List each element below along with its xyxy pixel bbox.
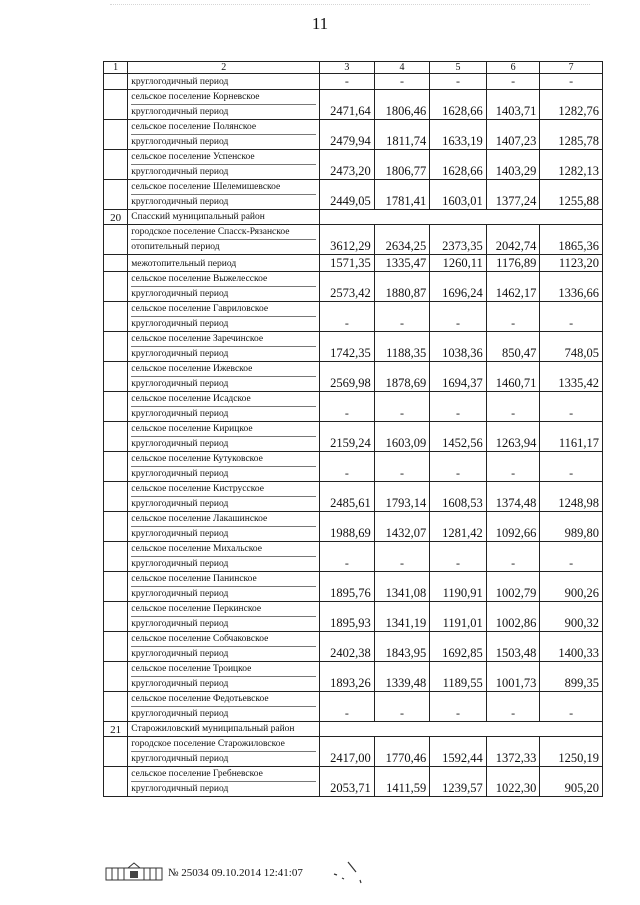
table-row xyxy=(104,722,603,737)
document-registration-mark: № 25034 09.10.2014 12:41:07 xyxy=(168,867,303,879)
value-cell: 1608,53 xyxy=(430,482,487,512)
table-row xyxy=(104,482,603,512)
value-cell: 1335,42 xyxy=(540,362,603,392)
period-label: круглогодичный период xyxy=(131,406,316,421)
period-label: круглогодичный период xyxy=(131,466,316,481)
value-cell: 1571,35 xyxy=(320,255,375,272)
value-cell: 1806,46 xyxy=(374,90,430,120)
value-cell: 1282,13 xyxy=(540,150,603,180)
value-cell: 1341,19 xyxy=(374,602,430,632)
table-row xyxy=(104,74,603,90)
value-cell: 1002,86 xyxy=(486,602,540,632)
value-cell: 1781,41 xyxy=(374,180,430,210)
table-row xyxy=(104,542,603,572)
settlement-name: сельское поселение Кирицкое xyxy=(131,424,253,434)
row-number-cell xyxy=(104,180,128,210)
period-label: круглогодичный период xyxy=(131,526,316,541)
value-cell: 1878,69 xyxy=(374,362,430,392)
value-cell: 1895,93 xyxy=(320,602,375,632)
table-row xyxy=(104,332,603,362)
row-name-cell xyxy=(128,737,320,767)
value-cell: 1633,19 xyxy=(430,120,487,150)
value-cell: 1263,94 xyxy=(486,422,540,452)
table-row xyxy=(104,422,603,452)
row-number-cell xyxy=(104,74,128,90)
row-number-cell xyxy=(104,632,128,662)
value-cell: 2485,61 xyxy=(320,482,375,512)
value-cell: 2159,24 xyxy=(320,422,375,452)
value-cell: - xyxy=(540,692,603,722)
value-cell: - xyxy=(540,392,603,422)
settlement-name: сельское поселение Панинское xyxy=(131,574,257,584)
value-cell: 1282,76 xyxy=(540,90,603,120)
settlement-name: сельское поселение Лакашинское xyxy=(131,514,268,524)
value-cell: 1843,95 xyxy=(374,632,430,662)
value-cell: 1407,23 xyxy=(486,120,540,150)
period-label: круглогодичный период xyxy=(131,194,316,209)
value-cell: - xyxy=(374,302,430,332)
period-label: круглогодичный период xyxy=(131,676,316,691)
row-name-cell xyxy=(128,120,320,150)
value-cell: 2471,64 xyxy=(320,90,375,120)
row-name-cell xyxy=(128,422,320,452)
value-cell: 1188,35 xyxy=(374,332,430,362)
value-cell: 1190,91 xyxy=(430,572,487,602)
row-name-cell xyxy=(128,722,320,737)
value-cell: 850,47 xyxy=(486,332,540,362)
value-cell: 1239,57 xyxy=(430,767,487,797)
row-name-cell xyxy=(128,302,320,332)
settlement-name: сельское поселение Перкинское xyxy=(131,604,262,614)
row-name-cell xyxy=(128,225,320,255)
value-cell: 1092,66 xyxy=(486,512,540,542)
table-row xyxy=(104,572,603,602)
row-number-cell xyxy=(104,332,128,362)
settlement-name: сельское поселение Кутуковское xyxy=(131,454,263,464)
row-name-cell xyxy=(128,692,320,722)
table-row xyxy=(104,512,603,542)
value-cell: 1250,19 xyxy=(540,737,603,767)
row-name-cell xyxy=(128,632,320,662)
row-name-cell xyxy=(128,180,320,210)
value-cell: 1335,47 xyxy=(374,255,430,272)
value-cell: 1038,36 xyxy=(430,332,487,362)
row-number-cell xyxy=(104,662,128,692)
table-row xyxy=(104,392,603,422)
settlement-name: сельское поселение Собчаковское xyxy=(131,634,269,644)
period-label: круглогодичный период xyxy=(131,376,316,391)
settlement-name: сельское поселение Исадское xyxy=(131,394,251,404)
period-label: круглогодичный период xyxy=(131,751,316,766)
row-number-cell xyxy=(104,482,128,512)
value-cell: - xyxy=(430,392,487,422)
row-number-cell xyxy=(104,272,128,302)
value-cell: - xyxy=(374,392,430,422)
value-cell: 748,05 xyxy=(540,332,603,362)
period-label: межотопительный период xyxy=(131,259,237,269)
value-cell: 1377,24 xyxy=(486,180,540,210)
row-number-cell xyxy=(104,255,128,272)
value-cell: 1191,01 xyxy=(430,602,487,632)
value-cell: 1692,85 xyxy=(430,632,487,662)
period-label: круглогодичный период xyxy=(131,586,316,601)
value-cell: 1696,24 xyxy=(430,272,487,302)
value-cell: 1603,01 xyxy=(430,180,487,210)
table-row xyxy=(104,302,603,332)
row-number-cell xyxy=(104,572,128,602)
value-cell: 1462,17 xyxy=(486,272,540,302)
value-cell: - xyxy=(540,452,603,482)
value-cell: 1452,56 xyxy=(430,422,487,452)
value-cell: 1811,74 xyxy=(374,120,430,150)
value-cell: - xyxy=(486,302,540,332)
value-cell: 2053,71 xyxy=(320,767,375,797)
table-row xyxy=(104,737,603,767)
table-row xyxy=(104,180,603,210)
row-number-cell xyxy=(104,452,128,482)
settlement-name: Спасский муниципальный район xyxy=(131,212,265,222)
row-name-cell xyxy=(128,272,320,302)
value-cell: - xyxy=(486,692,540,722)
value-cell: 1341,08 xyxy=(374,572,430,602)
table-row xyxy=(104,362,603,392)
value-cell: 1002,79 xyxy=(486,572,540,602)
value-cell: 1411,59 xyxy=(374,767,430,797)
period-label: отопительный период xyxy=(131,239,316,254)
value-cell: - xyxy=(430,452,487,482)
row-number-cell xyxy=(104,302,128,332)
value-cell: - xyxy=(430,74,487,90)
value-cell: 1022,30 xyxy=(486,767,540,797)
value-cell: 900,26 xyxy=(540,572,603,602)
value-cell: - xyxy=(320,542,375,572)
value-cell: 1628,66 xyxy=(430,150,487,180)
value-cell: 1403,29 xyxy=(486,150,540,180)
period-label: круглогодичный период xyxy=(131,781,316,796)
value-cell: 1248,98 xyxy=(540,482,603,512)
value-cell: 2473,20 xyxy=(320,150,375,180)
value-cell: 1260,11 xyxy=(430,255,487,272)
settlement-name: городское поселение Спасск-Рязанское xyxy=(131,227,290,237)
value-cell: 1628,66 xyxy=(430,90,487,120)
value-cell: - xyxy=(320,302,375,332)
value-cell: 1503,48 xyxy=(486,632,540,662)
table-row xyxy=(104,150,603,180)
value-cell: - xyxy=(430,542,487,572)
value-cell: - xyxy=(430,692,487,722)
value-cell: 2449,05 xyxy=(320,180,375,210)
row-number-cell: 20 xyxy=(104,210,128,225)
value-cell: 1895,76 xyxy=(320,572,375,602)
period-label: круглогодичный период xyxy=(131,77,229,87)
value-cell: 1336,66 xyxy=(540,272,603,302)
value-cell: - xyxy=(374,542,430,572)
table-row xyxy=(104,602,603,632)
settlement-name: сельское поселение Федотьевское xyxy=(131,694,269,704)
value-cell: 905,20 xyxy=(540,767,603,797)
header-cell: 1 xyxy=(104,62,128,74)
value-cell: 1400,33 xyxy=(540,632,603,662)
table-row xyxy=(104,210,603,225)
row-number-cell xyxy=(104,120,128,150)
settlement-name: сельское поселение Выжелесское xyxy=(131,274,268,284)
value-cell: 1893,26 xyxy=(320,662,375,692)
value-cell: 2402,38 xyxy=(320,632,375,662)
value-cell: 1592,44 xyxy=(430,737,487,767)
value-cell: 899,35 xyxy=(540,662,603,692)
value-cell: 3612,29 xyxy=(320,225,375,255)
value-cell: 1880,87 xyxy=(374,272,430,302)
value-cell: - xyxy=(486,392,540,422)
value-cell: - xyxy=(320,692,375,722)
settlement-name: сельское поселение Шелемишевское xyxy=(131,182,281,192)
settlement-name: сельское поселение Михальское xyxy=(131,544,262,554)
table-row xyxy=(104,90,603,120)
table-row xyxy=(104,225,603,255)
row-name-cell xyxy=(128,482,320,512)
value-cell: - xyxy=(320,452,375,482)
row-number-cell xyxy=(104,737,128,767)
value-cell: - xyxy=(486,74,540,90)
settlement-name: сельское поселение Гавриловское xyxy=(131,304,269,314)
value-cell: 1339,48 xyxy=(374,662,430,692)
row-number-cell xyxy=(104,362,128,392)
period-label: круглогодичный период xyxy=(131,164,316,179)
row-number-cell xyxy=(104,602,128,632)
settlement-name: сельское поселение Заречинское xyxy=(131,334,264,344)
period-label: круглогодичный период xyxy=(131,134,316,149)
value-cell: 2479,94 xyxy=(320,120,375,150)
period-label: круглогодичный период xyxy=(131,496,316,511)
period-label: круглогодичный период xyxy=(131,706,316,721)
row-name-cell xyxy=(128,572,320,602)
table-row xyxy=(104,272,603,302)
value-cell: - xyxy=(374,692,430,722)
value-cell: - xyxy=(486,452,540,482)
settlement-name: сельское поселение Троицкое xyxy=(131,664,252,674)
value-cell: - xyxy=(430,302,487,332)
settlement-name: сельское поселение Ижевское xyxy=(131,364,253,374)
value-cell: 2417,00 xyxy=(320,737,375,767)
value-cell: 1988,69 xyxy=(320,512,375,542)
settlement-name: городское поселение Старожиловское xyxy=(131,739,285,749)
empty-span-cell xyxy=(320,210,603,225)
value-cell: - xyxy=(540,74,603,90)
handwritten-marks xyxy=(330,860,390,886)
row-name-cell xyxy=(128,74,320,90)
value-cell: 1742,35 xyxy=(320,332,375,362)
table-row xyxy=(104,255,603,272)
scan-noise xyxy=(110,4,590,7)
header-cell: 7 xyxy=(540,62,603,74)
row-number-cell xyxy=(104,422,128,452)
table-row xyxy=(104,120,603,150)
registry-logo-icon xyxy=(104,862,164,884)
row-number-cell xyxy=(104,150,128,180)
header-cell: 6 xyxy=(486,62,540,74)
period-label: круглогодичный период xyxy=(131,616,316,631)
value-cell: 1770,46 xyxy=(374,737,430,767)
value-cell: 1372,33 xyxy=(486,737,540,767)
row-name-cell xyxy=(128,90,320,120)
value-cell: - xyxy=(320,74,375,90)
settlement-name: сельское поселение Корневское xyxy=(131,92,260,102)
row-name-cell xyxy=(128,767,320,797)
value-cell: - xyxy=(374,452,430,482)
value-cell: 1460,71 xyxy=(486,362,540,392)
row-name-cell xyxy=(128,255,320,272)
value-cell: - xyxy=(486,542,540,572)
period-label: круглогодичный период xyxy=(131,316,316,331)
value-cell: - xyxy=(320,392,375,422)
value-cell: 2373,35 xyxy=(430,225,487,255)
value-cell: 2634,25 xyxy=(374,225,430,255)
document-footer xyxy=(104,862,303,884)
settlement-name: Старожиловский муниципальный район xyxy=(131,724,295,734)
tariff-table xyxy=(103,61,603,797)
row-name-cell xyxy=(128,542,320,572)
settlement-name: сельское поселение Гребневское xyxy=(131,769,263,779)
row-name-cell xyxy=(128,392,320,422)
table-row xyxy=(104,767,603,797)
value-cell: 1281,42 xyxy=(430,512,487,542)
header-cell: 2 xyxy=(128,62,320,74)
table-header-row xyxy=(104,62,603,74)
row-name-cell xyxy=(128,662,320,692)
period-label: круглогодичный период xyxy=(131,346,316,361)
value-cell: 1255,88 xyxy=(540,180,603,210)
settlement-name: сельское поселение Успенское xyxy=(131,152,255,162)
value-cell: 1189,55 xyxy=(430,662,487,692)
value-cell: 1806,77 xyxy=(374,150,430,180)
row-number-cell xyxy=(104,542,128,572)
row-number-cell: 21 xyxy=(104,722,128,737)
row-number-cell xyxy=(104,692,128,722)
value-cell: 1603,09 xyxy=(374,422,430,452)
value-cell: 1123,20 xyxy=(540,255,603,272)
page-number: 11 xyxy=(311,14,329,33)
table-row xyxy=(104,692,603,722)
period-label: круглогодичный период xyxy=(131,556,316,571)
header-cell: 4 xyxy=(374,62,430,74)
value-cell: 1403,71 xyxy=(486,90,540,120)
value-cell: 1865,36 xyxy=(540,225,603,255)
period-label: круглогодичный период xyxy=(131,286,316,301)
value-cell: 1285,78 xyxy=(540,120,603,150)
row-number-cell xyxy=(104,767,128,797)
period-label: круглогодичный период xyxy=(131,104,316,119)
row-name-cell xyxy=(128,452,320,482)
row-name-cell xyxy=(128,332,320,362)
period-label: круглогодичный период xyxy=(131,436,316,451)
table-row xyxy=(104,452,603,482)
value-cell: 1694,37 xyxy=(430,362,487,392)
empty-span-cell xyxy=(320,722,603,737)
table-row xyxy=(104,632,603,662)
row-number-cell xyxy=(104,392,128,422)
value-cell: 1161,17 xyxy=(540,422,603,452)
value-cell: 1001,73 xyxy=(486,662,540,692)
value-cell: 1176,89 xyxy=(486,255,540,272)
value-cell: 1793,14 xyxy=(374,482,430,512)
value-cell: 1374,48 xyxy=(486,482,540,512)
settlement-name: сельское поселение Киструсское xyxy=(131,484,264,494)
settlement-name: сельское поселение Полянское xyxy=(131,122,257,132)
row-name-cell xyxy=(128,512,320,542)
value-cell: - xyxy=(540,542,603,572)
value-cell: 900,32 xyxy=(540,602,603,632)
value-cell: 2042,74 xyxy=(486,225,540,255)
row-number-cell xyxy=(104,90,128,120)
row-name-cell xyxy=(128,602,320,632)
value-cell: 1432,07 xyxy=(374,512,430,542)
row-number-cell xyxy=(104,225,128,255)
value-cell: - xyxy=(540,302,603,332)
value-cell: - xyxy=(374,74,430,90)
value-cell: 989,80 xyxy=(540,512,603,542)
value-cell: 2573,42 xyxy=(320,272,375,302)
row-number-cell xyxy=(104,512,128,542)
period-label: круглогодичный период xyxy=(131,646,316,661)
row-name-cell xyxy=(128,150,320,180)
table-row xyxy=(104,662,603,692)
row-name-cell xyxy=(128,210,320,225)
row-name-cell xyxy=(128,362,320,392)
header-cell: 5 xyxy=(430,62,487,74)
value-cell: 2569,98 xyxy=(320,362,375,392)
header-cell: 3 xyxy=(320,62,375,74)
